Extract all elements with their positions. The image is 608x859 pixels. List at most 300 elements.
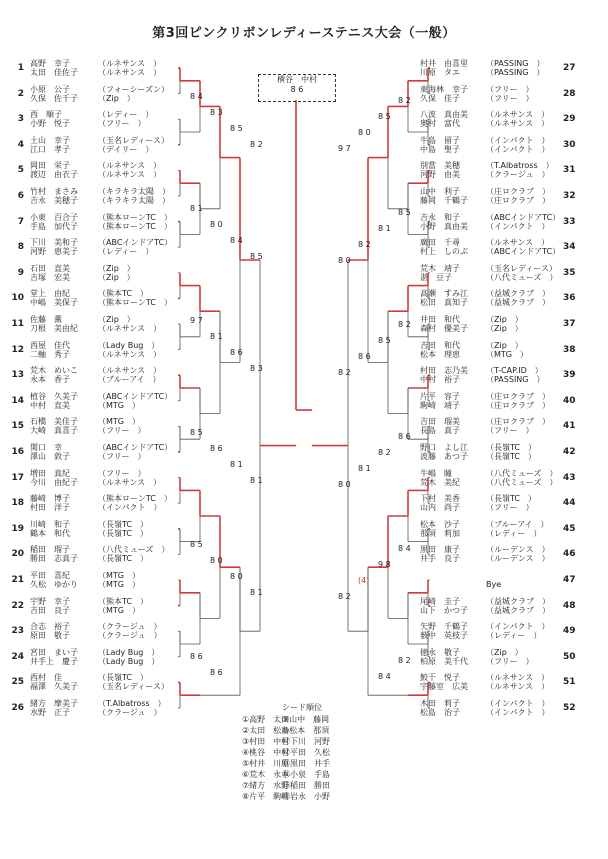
entry-number: 13: [11, 370, 24, 381]
seed-row: [242, 769, 362, 780]
player-club: （ルーデンス ）: [486, 554, 550, 564]
entry-number: 12: [11, 344, 24, 355]
player-club: （MTG ）: [98, 571, 140, 580]
entry-number: 4: [17, 139, 24, 150]
seed-entry: ⑨山中 藤岡: [282, 715, 330, 724]
player-club: （レディー ）: [98, 110, 154, 120]
score-label: 8 3: [210, 108, 223, 117]
player-club: （熊本ローンTC ）: [98, 298, 172, 308]
score-label: 8 0: [338, 256, 351, 265]
player-name: 黒田 康子: [420, 545, 460, 555]
player-club: （MTG ）: [98, 400, 140, 410]
player-club: （長嶺TC ）: [486, 443, 537, 452]
player-name: 原田 敬子: [30, 631, 70, 641]
player-name: 福澤 久美子: [30, 682, 78, 692]
player-club: （ABCインドアTC）: [486, 247, 561, 257]
player-name: 澤山 敦子: [30, 452, 70, 461]
entry-number: 42: [563, 447, 576, 457]
score-label: 8 5: [378, 336, 391, 345]
entry-number: 52: [563, 703, 576, 713]
player-name: 八波 真由美: [420, 110, 468, 120]
entry-number: 43: [563, 472, 576, 483]
player-club: （ルネサンス ）: [486, 119, 550, 129]
player-name: 西 順子: [30, 110, 62, 120]
player-club: （Zip ）: [98, 93, 135, 103]
score-label: 8 1: [230, 460, 243, 469]
score-label: 8 5: [398, 208, 411, 217]
score-label: 9 8: [378, 560, 391, 569]
entry-number: 48: [563, 600, 576, 611]
player-club: （益城クラブ ）: [486, 289, 550, 299]
score-label: 8 2: [378, 448, 391, 457]
score-label: 8 0: [230, 572, 243, 581]
player-name: 平田 喜紀: [30, 571, 70, 580]
player-club: （熊本TC ）: [98, 289, 149, 299]
player-name: 湛 豆子: [420, 272, 452, 282]
player-name: 森村 優美子: [420, 324, 468, 333]
player-club: （熊本ローンTC ）: [98, 221, 172, 231]
entry-number: 30: [563, 139, 576, 150]
entry-number: 7: [17, 216, 24, 227]
player-club: （Zip ）: [486, 340, 523, 350]
player-name: 薮中 英枝子: [420, 631, 468, 641]
player-club: （キラキラ太陽 ）: [98, 187, 170, 196]
player-club: （庄ロクラブ ）: [486, 391, 550, 401]
player-club: （庄ロクラブ ）: [486, 417, 550, 427]
player-club: （PASSING ）: [486, 375, 545, 385]
seed-row: [242, 747, 362, 758]
entry-number: 46: [563, 549, 576, 560]
player-name: 宇藤室 広美: [420, 682, 468, 692]
score-label: 8 3: [250, 364, 263, 373]
player-name: 水野 正子: [30, 708, 70, 717]
player-club: （八代ミューズ ）: [98, 545, 170, 555]
player-club: Bye: [486, 580, 502, 589]
player-club: （インパクト ）: [486, 622, 550, 632]
player-name: 合志 裕子: [30, 622, 70, 632]
player-club: （玉名レディース）: [486, 263, 557, 273]
score-label: 8 2: [338, 592, 351, 601]
score-label: 8 1: [210, 332, 223, 341]
player-club: （T.Albatross ）: [486, 161, 554, 171]
player-name: 中島 聖子: [420, 144, 460, 154]
player-name: 稲田 瑠子: [30, 545, 70, 555]
player-club: （玉名レディース）: [98, 135, 169, 145]
player-name: 中村 直美: [30, 400, 70, 410]
score-label: 8 5: [250, 252, 263, 261]
score-label: 8 1: [378, 224, 391, 233]
score-label: 8 1: [358, 464, 371, 473]
player-club: （ルネサンス ）: [98, 324, 162, 333]
player-name: 江口 孝子: [30, 144, 70, 154]
seed-entry: ⑤村井 川原: [242, 759, 290, 768]
entry-number: 18: [11, 498, 24, 509]
score-label: 8 2: [358, 240, 371, 249]
entry-number: 8: [17, 242, 24, 253]
player-name: 久松 ゆかり: [30, 580, 78, 589]
entry-number: 50: [563, 651, 576, 662]
entry-number: 39: [563, 370, 576, 381]
player-club: （フリー ）: [98, 426, 146, 436]
player-name: 駒崎 靖子: [420, 400, 460, 410]
player-club: （ルネサンス ）: [98, 161, 162, 171]
player-name: 宇野 幸子: [30, 596, 70, 606]
player-club: （八代ミューズ ）: [486, 272, 558, 282]
score-label: 8 6: [190, 652, 203, 661]
seed-row: [242, 780, 362, 791]
score-label: 8 2: [250, 140, 263, 149]
player-club: （ルネサンス ）: [486, 673, 550, 683]
score-label: 8 5: [230, 124, 243, 133]
player-club: （レディー ）: [486, 528, 542, 538]
player-name: 波藤 あつ子: [420, 452, 468, 461]
entry-number: 36: [563, 293, 576, 304]
score-label: 8 0: [210, 556, 223, 565]
player-club: （ルネサンス ）: [486, 238, 550, 248]
player-name: 尾崎 圭子: [420, 596, 460, 606]
player-name: 西村 佳: [30, 673, 62, 683]
player-club: （T-CAP.ID ）: [486, 366, 543, 376]
player-club: （フォーシーズン）: [98, 84, 170, 94]
score-label: 8 6: [358, 352, 371, 361]
entry-number: 24: [11, 651, 24, 662]
player-name: 村田 志乃美: [420, 366, 468, 376]
seed-list: [242, 702, 362, 802]
score-label: 9 7: [338, 144, 351, 153]
player-club: （益城クラブ ）: [486, 298, 550, 308]
score-label: 8 1: [190, 204, 203, 213]
entry-number: 47: [563, 575, 576, 585]
entry-number: 41: [563, 421, 576, 432]
entry-number: 22: [11, 600, 24, 611]
score-label: 8 0: [338, 480, 351, 489]
player-club: （Zip ）: [98, 315, 135, 324]
entry-number: 51: [563, 677, 576, 688]
entry-number: 9: [17, 267, 24, 278]
entry-number: 44: [563, 498, 576, 509]
entry-number: 37: [563, 319, 576, 329]
entry-number: 15: [11, 421, 24, 432]
player-name: 中嶋 美保子: [30, 298, 78, 308]
player-name: 小野 悦子: [30, 119, 70, 129]
player-name: 松本 沙子: [420, 519, 460, 529]
player-name: 下川 美和子: [30, 238, 78, 248]
player-club: （ルーデンス ）: [486, 545, 550, 555]
score-label: 8 5: [190, 428, 203, 437]
player-club: （キラキラ太陽 ）: [98, 196, 170, 205]
player-club: （フリー ）: [486, 426, 534, 436]
player-name: 竹村 まさみ: [30, 187, 78, 196]
player-club: （インパクト ）: [486, 708, 550, 717]
seed-entry: ⑬黒田 井手: [282, 759, 330, 768]
player-name: 吉永 美穂子: [30, 196, 78, 205]
player-club: （インパクト ）: [486, 135, 550, 145]
entry-number: 23: [11, 626, 24, 637]
score-label: 8 5: [190, 540, 203, 549]
player-name: 松田 真知子: [420, 298, 468, 308]
player-name: 井手 良子: [420, 554, 460, 564]
entry-number: 35: [563, 267, 576, 278]
player-club: （Lady Bug ）: [98, 647, 160, 657]
player-club: （玉名レディース）: [98, 682, 169, 692]
player-club: （ABCインドアTC）: [98, 443, 173, 452]
entry-number: 26: [11, 703, 24, 713]
player-name: 高野 幸子: [30, 59, 70, 68]
player-name: 関口 幸: [30, 443, 62, 452]
player-club: （T.Albatross ）: [98, 699, 166, 708]
entry-number: 27: [563, 63, 576, 73]
seed-entry: ⑦緒方 水野: [242, 781, 290, 790]
player-club: （クラージュ ）: [98, 622, 162, 632]
player-name: 石橋 美佳子: [30, 417, 78, 427]
player-club: （ルネサンス ）: [98, 349, 162, 359]
player-club: （Lady Bug ）: [98, 656, 160, 666]
player-name: 土山 幸子: [30, 135, 70, 145]
player-name: 岡田 栄子: [30, 161, 70, 171]
score-label: 8 2: [398, 320, 411, 329]
entry-number: 34: [563, 242, 576, 253]
player-name: 廣田 千尋: [420, 238, 460, 248]
player-name: 堂上 由紀: [30, 289, 70, 299]
player-club: （PASSING ）: [486, 68, 545, 77]
score-label: 8 4: [190, 92, 203, 101]
score-label: (4): [358, 576, 370, 585]
player-club: （Lady Bug ）: [98, 340, 160, 350]
player-club: （Zip ）: [486, 647, 523, 657]
entry-number: 16: [11, 447, 24, 457]
player-name: 中村 裕子: [420, 375, 460, 385]
player-name: 吉田 瑠美: [420, 417, 460, 427]
score-label: 8 6: [398, 432, 411, 441]
player-name: 勝田 志真子: [30, 554, 78, 564]
player-club: （クラージュ ）: [486, 170, 550, 180]
player-club: （PASSING ）: [486, 59, 545, 68]
entry-number: 29: [563, 114, 576, 125]
player-name: 吉永 和子: [420, 212, 460, 222]
player-name: 太田 佳佐子: [30, 68, 78, 77]
player-club: （MTG ）: [98, 417, 140, 427]
score-label: 8 2: [398, 96, 411, 105]
player-club: （ルネサンス ）: [98, 366, 162, 376]
player-name: 松本 理恵: [420, 349, 460, 359]
player-club: （インパクト ）: [486, 221, 550, 231]
player-name: 木田 莉子: [420, 699, 460, 708]
player-club: （益城クラブ ）: [486, 596, 550, 606]
player-club: （レディー ）: [98, 247, 154, 257]
final-box: [258, 74, 336, 102]
entry-number: 19: [11, 523, 24, 534]
player-name: 山内 尚子: [420, 503, 460, 513]
final-names: 横谷 中村: [277, 75, 317, 84]
player-name: 柏原 美千代: [420, 656, 468, 666]
player-club: （フリー ）: [98, 452, 146, 461]
player-club: （八代ミューズ ）: [486, 477, 558, 487]
player-name: 久保 佳子: [420, 93, 460, 103]
player-name: 河野 由美: [420, 170, 460, 180]
player-club: （ルネサンス ）: [486, 682, 550, 692]
player-club: （ABCインドアTC）: [98, 238, 173, 248]
entry-number: 17: [11, 472, 24, 483]
player-name: 矢野 千鶴子: [420, 622, 468, 632]
seed-entry: ⑭小泉 手島: [282, 770, 330, 779]
seed-entry: ②太田 松島: [242, 726, 290, 735]
player-name: 荒木 靖子: [420, 263, 460, 273]
entry-number: 45: [563, 523, 576, 534]
player-club: （レディー ）: [486, 631, 542, 641]
player-club: （ルネサンス ）: [486, 110, 550, 120]
entry-number: 6: [17, 191, 24, 201]
player-name: 吉田 和代: [420, 340, 460, 350]
entry-number: 1: [17, 63, 24, 73]
seed-entry: ⑪下川 河野: [282, 737, 330, 746]
seed-row: [242, 758, 362, 769]
final-score: 8 6: [290, 85, 304, 94]
player-name: 吉田 良子: [30, 605, 70, 615]
player-club: （フリー ）: [486, 93, 534, 103]
player-club: （フリー ）: [98, 468, 146, 478]
player-name: 荒木 美紀: [420, 477, 460, 487]
player-name: 久保 佐千子: [30, 93, 78, 103]
player-club: （フリー ）: [486, 84, 534, 94]
player-club: （ABCインドアTC）: [486, 212, 561, 222]
seed-entry: ⑧片平 駒崎: [242, 792, 290, 801]
player-club: （フリー ）: [486, 656, 534, 666]
player-club: （Zip ）: [486, 324, 523, 333]
player-club: （熊本TC ）: [98, 596, 149, 606]
player-club: （長嶺TC ）: [98, 528, 149, 538]
score-label: 8 0: [210, 220, 223, 229]
entry-number: 14: [11, 395, 24, 406]
player-name: 山下 かつ子: [420, 605, 468, 615]
player-name: 増田 真紀: [30, 468, 70, 478]
player-club: （ルネサンス ）: [98, 59, 162, 68]
seed-row: [242, 725, 362, 736]
score-label: 8 6: [210, 668, 223, 677]
score-label: 8 2: [338, 368, 351, 377]
player-name: 緒方 摩美子: [30, 699, 78, 708]
player-name: 牛島 留子: [420, 135, 460, 145]
entry-number: 5: [17, 165, 24, 176]
player-club: （ABCインドアTC）: [98, 391, 173, 401]
entry-number: 32: [563, 191, 576, 201]
player-club: （MTG ）: [98, 605, 140, 615]
seed-entry: ④桃谷 中村: [242, 748, 290, 757]
player-name: 荒木 めいこ: [30, 366, 78, 376]
score-label: 8 2: [398, 656, 411, 665]
player-club: （Zip ）: [98, 263, 135, 273]
player-name: 河野 恵美子: [30, 247, 78, 257]
player-name: 小東 百合子: [30, 212, 78, 222]
entry-number: 49: [563, 626, 576, 637]
player-club: （フリー ）: [98, 119, 146, 129]
player-name: 西屋 佳代: [30, 340, 70, 350]
player-name: 徳永 敬子: [420, 647, 460, 657]
player-name: 長島 真子: [420, 426, 460, 436]
player-club: （長嶺TC ）: [98, 519, 149, 529]
player-club: （熊本ローンTC ）: [98, 494, 172, 504]
player-name: 今川 由紀子: [30, 477, 78, 487]
score-label: 8 1: [250, 476, 263, 485]
entry-number: 21: [11, 575, 24, 585]
player-name: 石田 直美: [30, 263, 70, 273]
player-name: 佐藤 薫: [30, 315, 62, 324]
seed-entry: ③村田 中村: [242, 737, 290, 746]
player-club: （インパクト ）: [98, 503, 162, 513]
player-name: 渡辺 由衣子: [30, 170, 78, 180]
player-name: 牛嶋 瞳: [420, 468, 452, 478]
player-club: （フリー ）: [486, 503, 534, 513]
player-name: 井手上 慶子: [30, 656, 78, 666]
player-name: 下村 美香: [420, 494, 460, 504]
player-name: 那須 莉加: [420, 528, 460, 538]
player-name: 野口 よし江: [420, 443, 468, 452]
player-name: 川崎 和子: [30, 519, 70, 529]
score-label: 8 0: [358, 128, 371, 137]
player-club: （長嶺TC ）: [486, 494, 537, 504]
score-label: 8 4: [230, 236, 243, 245]
entry-number: 38: [563, 344, 576, 355]
player-club: （Zip ）: [98, 272, 135, 282]
player-name: 高瀬 すみ江: [420, 289, 468, 299]
entry-number: 20: [11, 549, 24, 560]
seed-row: [242, 791, 362, 802]
player-club: （長嶺TC ）: [98, 554, 149, 564]
seed-entry: ①高野 太田: [242, 715, 290, 724]
page-title: 第3回ピンクリボンレディーステニス大会（一般）: [152, 26, 456, 41]
player-name: 刀根 美由紀: [30, 324, 78, 333]
player-name: 大崎 真喜子: [30, 426, 78, 436]
seed-row: [242, 736, 362, 747]
player-name: 藤崎 博子: [30, 494, 70, 504]
player-club: （益城クラブ ）: [486, 605, 550, 615]
entry-number: 25: [11, 677, 24, 688]
score-label: 8 4: [378, 672, 391, 681]
entry-number: 33: [563, 216, 576, 227]
player-name: 小野 真由美: [420, 221, 468, 231]
score-label: 9 7: [190, 316, 203, 325]
player-club: （八代ミューズ ）: [486, 468, 558, 478]
player-club: （クラージュ ）: [98, 631, 162, 641]
seed-entry: ⑫平田 久松: [282, 748, 330, 757]
player-name: 手島 加代子: [30, 221, 78, 231]
player-name: 藤岡 千鶴子: [420, 196, 468, 205]
player-name: 永本 香子: [30, 375, 70, 385]
player-club: （長嶺TC ）: [98, 673, 149, 683]
player-name: 山中 利子: [420, 187, 460, 196]
player-club: （クラージュ ）: [98, 708, 162, 717]
player-name: 村井 由喜里: [420, 59, 468, 68]
player-name: 別當 美穂: [420, 161, 460, 171]
seed-entry: ⑮稲田 勝田: [282, 781, 330, 790]
player-name: 松島 治子: [420, 708, 460, 717]
player-name: 鶴本 和代: [30, 528, 70, 538]
player-club: （長嶺TC ）: [486, 452, 537, 461]
player-club: （インパクト ）: [486, 144, 550, 154]
player-club: （Zip ）: [486, 315, 523, 324]
player-name: 鮫干 悦子: [420, 673, 460, 683]
seed-entry: ⑩松本 那須: [282, 726, 330, 735]
player-club: （ルネサンス ）: [98, 170, 162, 180]
player-name: 吉塚 宏美: [30, 272, 70, 282]
player-club: （インパクト ）: [486, 699, 550, 708]
player-name: 村田 洋子: [30, 503, 70, 513]
player-club: （MTG ）: [98, 580, 140, 589]
player-name: 植谷 久美子: [30, 391, 78, 401]
player-club: （ルネサンス ）: [98, 477, 162, 487]
player-club: （庄ロクラブ ）: [486, 187, 550, 196]
player-name: 村上 しのぶ: [420, 247, 468, 257]
seed-entry: ⑥荒木 永本: [242, 770, 290, 779]
